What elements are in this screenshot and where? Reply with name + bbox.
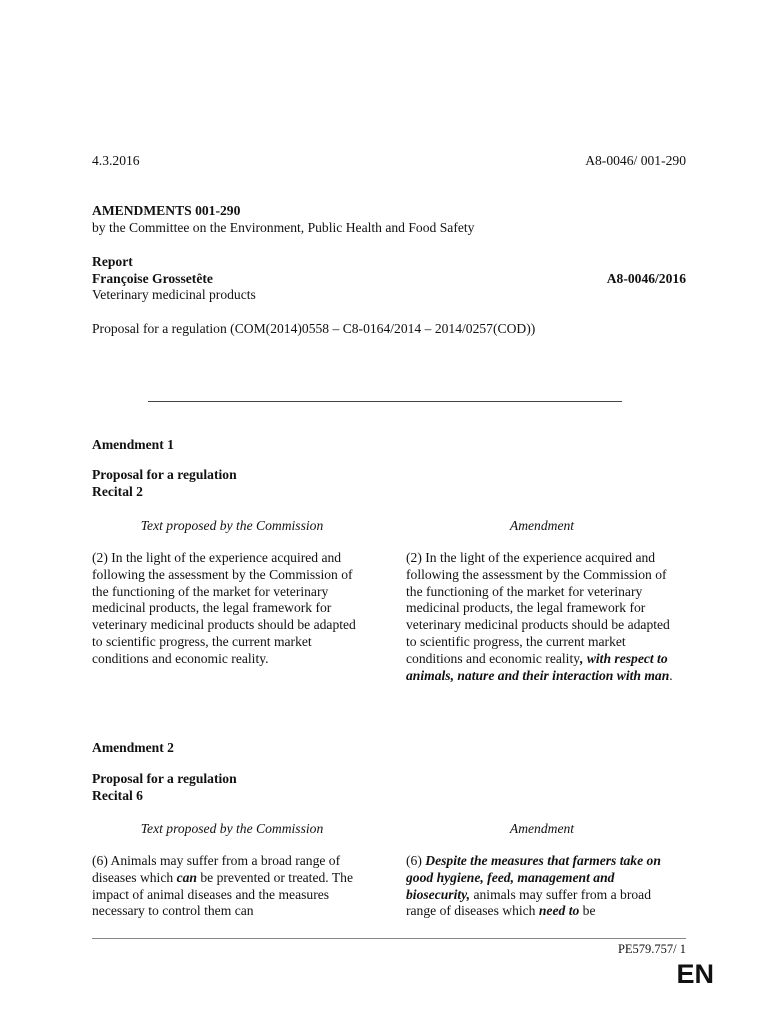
commission-text (92, 550, 364, 668)
amendment-text-added: Despite the measures that farmers take on good hygiene, feed, management and biosecurity, (406, 853, 661, 902)
report-reference: A8-0046/2016 (606, 271, 686, 286)
proposal-label: Proposal for a regulation (92, 771, 237, 786)
rapporteur-name: Françoise Grossetête (92, 271, 213, 286)
amendment-text-part: (6) (406, 853, 426, 868)
amendment-heading: Amendment 2 (92, 740, 174, 755)
commission-text (92, 853, 364, 921)
amendment-text-part: animals may suffer from a broad range of diseases which (406, 886, 652, 919)
report-label: Report (92, 254, 133, 269)
commission-text-part: (6) Animals may suffer from a broad range of diseases which (92, 853, 341, 885)
amendment-text-paragraph (406, 550, 678, 684)
amendments-title: AMENDMENTS 001-290 (92, 203, 241, 218)
commission-text-paragraph: (2) In the light of the experience acquired and following the assessment by the Commission of the functioning of the market for veterinary medicinal products, the legal framework for veterinary medicinal products should be adapted to scientific progress, the current market conditions and economic reality. (92, 550, 356, 666)
separator-line (148, 401, 622, 402)
amendment-text-end: . (669, 667, 673, 683)
document-date: 4.3.2016 (92, 153, 140, 168)
footer-line (92, 938, 686, 939)
amendment-text-header: Amendment (509, 518, 575, 533)
commission-text-deleted: can (176, 869, 197, 885)
amendment-text-part: be (579, 903, 596, 919)
committee-line: by the Committee on the Environment, Public Health and Food Safety (92, 220, 475, 235)
amendment-text (406, 550, 678, 684)
commission-text-paragraph (92, 853, 364, 920)
commission-text-header: Text proposed by the Commission (140, 821, 324, 836)
report-subject: Veterinary medicinal products (92, 287, 256, 302)
language-code: EN (676, 959, 714, 989)
proposal-label: Proposal for a regulation (92, 467, 237, 482)
amendment-text-paragraph (406, 853, 678, 920)
recital-label: Recital 6 (92, 788, 143, 803)
amendment-text-added: need to (538, 903, 580, 919)
page-reference: PE579.757/ 1 (617, 942, 686, 956)
recital-label: Recital 2 (92, 484, 143, 499)
amendment-text-header: Amendment (509, 821, 575, 836)
amendment-heading: Amendment 1 (92, 437, 174, 452)
commission-text-part: be prevented or treated. The impact of animal diseases and the measures necessary to control them can (92, 869, 353, 919)
amendment-text-added: , with respect to animals, nature and their interaction with man (406, 650, 670, 683)
amendment-text-unchanged: (2) In the light of the experience acquired and following the assessment by the Commission of the functioning of the market for veterinary medicinal products, the legal framework for veterinary medicinal products should be adapted to scientific progress, the current market conditions and economic reality (406, 550, 670, 666)
amendment-text (406, 853, 678, 921)
commission-text-header: Text proposed by the Commission (140, 518, 324, 533)
document-reference: A8-0046/ 001-290 (585, 153, 686, 168)
proposal-reference: Proposal for a regulation (COM(2014)0558 – C8-0164/2014 – 2014/0257(COD)) (92, 321, 536, 336)
